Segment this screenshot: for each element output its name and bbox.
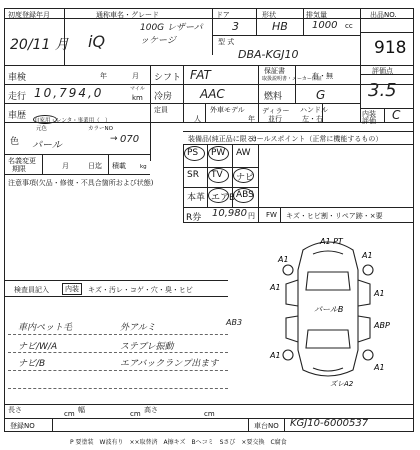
diagram-label-zure: ズレA2	[330, 380, 354, 388]
lot-label: 出品NO.	[370, 11, 397, 19]
mileage-label: 走行	[8, 92, 27, 102]
diagram-label: ABP	[374, 321, 390, 330]
equipment-circle-mark	[208, 168, 229, 183]
mileage-value: 10,794,0	[34, 86, 104, 100]
car-diagram	[258, 230, 398, 390]
lot-value: 918	[374, 38, 407, 58]
inspector-value: キズ・汚レ・コゲ・穴・臭・ヒビ	[88, 286, 193, 294]
legend: P 要塗装 W波有り ××取替済 A擦キズ Bヘコミ Sさび ×要交換 C腐食	[70, 439, 287, 446]
inspector-line-3-left: ナビ/B	[18, 359, 46, 369]
fuel-value: G	[316, 88, 326, 102]
dealer-label: ディラー	[262, 107, 290, 115]
color-no-value: 070	[120, 134, 140, 145]
diagram-label-a1-pt: A1 PT	[320, 237, 343, 246]
shift-label: シフト	[154, 73, 182, 83]
chassis-label: 車台NO	[254, 422, 279, 430]
warranty-sub: 取扱説明書・メーカー保証	[262, 76, 322, 82]
name-change-month: 月	[62, 162, 69, 170]
fw-label: FW	[266, 211, 277, 219]
equipment-item: SR	[187, 170, 199, 180]
interior-sub: 評価	[362, 117, 376, 125]
recycle-label: R券	[186, 213, 202, 223]
inspection-year-unit: 年	[100, 72, 107, 80]
recycle-unit: 円	[248, 212, 255, 220]
width-label: 幅	[78, 406, 85, 414]
name-change-label: 名義変更	[8, 157, 36, 165]
inspector-line-3-right: エアバックランプ出ます	[120, 359, 219, 369]
equipment-circle-mark	[184, 146, 205, 161]
inspector-label: 検査員記入	[14, 286, 49, 294]
name-change-date: 日迄	[88, 162, 102, 170]
shape-value: HB	[272, 20, 288, 33]
color-value: パール	[32, 140, 62, 151]
sales-point-label: セールスポイント（正常に機能するもの）	[250, 135, 383, 143]
equipment-item: TV	[211, 170, 223, 180]
displacement-label: 排気量	[306, 11, 327, 19]
length-cm: cm	[64, 410, 75, 418]
first-reg-label: 初度登録年月	[8, 11, 50, 19]
height-cm: cm	[204, 410, 215, 418]
inspector-line-2-right: ステブレ振動	[120, 342, 174, 352]
door-label: ドア	[216, 11, 230, 19]
width-cm: cm	[130, 410, 141, 418]
capacity-label: 定員	[154, 106, 168, 114]
shape-label: 形状	[262, 11, 276, 19]
diagram-label-ab3: AB3	[226, 318, 243, 327]
color-arrow: →	[110, 134, 118, 144]
color-label: 色	[10, 137, 20, 147]
equipment-item: ナビ	[236, 173, 255, 183]
fw-value: キズ・ヒビ割・リペア跡・×要	[286, 212, 383, 220]
name-change-deadline: 期限	[12, 165, 26, 173]
diagram-label: A1	[362, 251, 373, 260]
warranty-label: 保証書	[264, 67, 285, 75]
history-options: 自家用・レンタ・事業用（ ）	[34, 118, 111, 124]
accumulate-kg: kg	[140, 164, 147, 170]
equipment-item: エアB	[211, 193, 236, 203]
handle-label: ハンドル	[300, 106, 328, 114]
reg-no-label: 登録NO	[10, 422, 35, 430]
mileage-unit-km: km	[132, 94, 143, 102]
first-reg-value: 20/11 月	[10, 37, 69, 53]
equipment-circle-mark	[233, 168, 254, 183]
model-label: 型 式	[218, 38, 235, 46]
fuel-label: 燃料	[264, 92, 283, 102]
handle-value: 左・右	[302, 115, 323, 123]
equipment-circle-mark	[208, 188, 229, 203]
recycle-value: 10,980	[212, 208, 247, 219]
model-value: DBA-KGJ10	[238, 48, 299, 61]
diagram-label-pearl: パールB	[314, 305, 344, 314]
cc-unit: cc	[345, 22, 353, 30]
diagram-label: A1	[278, 255, 289, 264]
displacement-value: 1000	[312, 20, 338, 31]
score-value: 3.5	[368, 80, 397, 101]
equipment-item: PW	[211, 148, 226, 158]
capacity-unit: 人	[194, 115, 201, 123]
equipment-item: ABS	[236, 190, 254, 200]
inspector-tag: 内装	[62, 283, 82, 295]
equipment-circle-mark	[233, 188, 254, 203]
inspector-line-1-right: 外アルミ	[120, 323, 156, 333]
mileage-unit-mile: マイル	[130, 86, 145, 92]
height-label: 高さ	[144, 406, 158, 414]
color-no-label: カラーNO	[88, 126, 113, 132]
interior-value: C	[392, 108, 401, 122]
ac-value: AAC	[200, 87, 225, 101]
equipment-item: AW	[236, 148, 251, 158]
equipment-item: PS	[187, 148, 199, 158]
diagram-label: A1	[270, 351, 281, 360]
equipment-circle-mark	[208, 146, 229, 161]
equipment-item: 本革	[187, 193, 206, 203]
notes-label: 注意事項(欠品・修復・不具合箇所および状態)	[8, 179, 154, 187]
score-label: 評価点	[372, 67, 393, 75]
grade-value: 100G レザーパッケージ	[140, 23, 203, 46]
car-name-value: iQ	[88, 32, 106, 51]
ac-label: 冷房	[154, 92, 173, 102]
dealer-sub: 並行	[268, 115, 282, 123]
inspector-line-2-left: ナビ/W/A	[18, 342, 58, 352]
inspection-month-unit: 月	[132, 72, 139, 80]
interior-label: 内装	[362, 110, 376, 118]
outer-model-unit: 年	[248, 115, 255, 123]
length-label: 長さ	[8, 406, 22, 414]
chassis-value: KGJ10-6000537	[290, 418, 369, 429]
name-grade-label: 通称車名・グレード	[96, 11, 159, 19]
equipment-title: 装備品(純正品に限る)	[188, 135, 257, 143]
history-label: 車歴	[8, 111, 27, 121]
inspector-line-1-left: 車内ペット毛	[18, 323, 73, 333]
inspection-label: 車検	[8, 73, 27, 83]
diagram-label: A1	[374, 289, 385, 298]
accumulate-label: 積載	[112, 162, 126, 170]
outer-model-label: 外車モデル	[210, 106, 245, 114]
warranty-options: 有・無	[312, 72, 333, 80]
original-color-label: 元色	[36, 126, 48, 132]
door-value: 3	[232, 20, 239, 33]
diagram-label: A1	[374, 363, 385, 372]
shift-value: FAT	[190, 68, 211, 82]
diagram-label: A1	[270, 283, 281, 292]
